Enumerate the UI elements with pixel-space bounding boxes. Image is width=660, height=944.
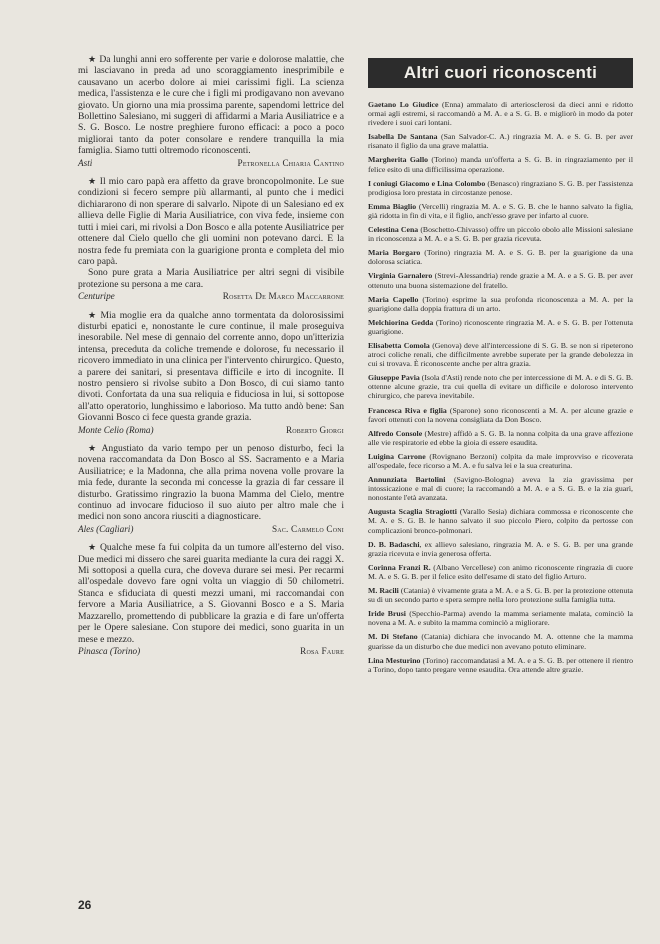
testimony-paragraph [78,176,344,267]
section-title: Altri cuori riconoscenti [403,63,598,83]
signature-name: Rosa Faure [300,645,344,656]
testimony-signature [78,524,344,535]
thanks-text: (Savigno-Bologna) aveva la zia gravissima per intossicazione e mal di cuore; la raccomandò a M. A. e a S. G. B. e la zia guarì, nonostante l'età avanzata. [368,475,633,503]
thanks-entry [368,155,633,173]
thanks-person: Maria Capello [368,294,419,304]
thanks-entry [368,475,633,502]
thanks-text: (Strevi-Alessandria) rende grazie a M. A. e a S. G. B. per aver ottenuto una buona sistemazione del fratello. [368,271,634,290]
testimony-paragraph [78,267,344,290]
thanks-list [368,100,633,674]
testimony-entry [78,443,344,535]
thanks-entry [368,132,633,150]
thanks-person: Elisabetta Comola [368,340,430,350]
signature-place: Asti [78,157,93,168]
thanks-entry [368,179,633,197]
thanks-entry [368,586,633,604]
signature-name: Roberto Giorgi [285,424,344,435]
thanks-text: (Torino) raccomandatasi a M. A. e a S. G. B. per ottenere il rientro a Torino, dopo tanto pregare venne esaudita. Ora attende altre grazie. [368,655,633,674]
testimony-text: Il mio caro papà era affetto da grave broncopolmonite. Le sue condizioni si fecero sempre più allarmanti, al punto che i medici dichiararono di non sperare di salvarlo. Nipote di un Salesiano ed ex allieva delle Figlie di Maria Ausiliatrice, con viva fede, insieme con tutti i miei cari, mi rivolsi a Don Bosco e alla potente Ausiliatrice per ottenere dal Cielo quello che gli uomini non potevano darci. E la nostra fede fu premiata con la guarigione pronta e completa del mio caro papà. [78,176,344,267]
signature-name: Sac. Carmelo Coni [272,523,344,534]
thanks-text: (San Salvador-C. A.) ringrazia M. A. e S. G. B. per aver risanato il figlio da una grave malattia. [368,132,633,151]
star-icon: ★ [88,542,97,553]
star-icon: ★ [88,54,97,64]
thanks-person: Celestina Cena [368,225,419,235]
thanks-entry [368,271,633,289]
thanks-person: M. Racili [368,586,399,596]
thanks-text: (Catania) è vivamente grata a M. A. e a S. G. B. per la protezione ottenuta su di un secondo parto e spera sempre nella loro protezione sulla famiglia tutta. [368,586,633,605]
thanks-person: Isabella De Santana [368,132,438,142]
thanks-person: Virginia Garnalero [368,271,433,281]
star-icon: ★ [88,176,97,187]
testimony-signature [78,646,344,657]
thanks-person: Maria Borgaro [368,248,421,258]
testimony-text: Da lunghi anni ero sofferente per varie e dolorose malattie, che mi lasciavano in preda ad uno scoraggiamento inesprimibile e causavano un acerbo dolore ai miei carissimi figli. La scienza medica, l'assistenza e le cure che i figli mi prodigavano non avevano giovato. Un giorno una mia prossima parente, sapendomi lettrice del Bollettino Salesiano, mi suggerì di affidarmi a Maria Ausiliatrice e a S. G. Bosco. Le nostre preghiere furono efficaci: a poco a poco migliorai tanto da poter consolare e rendere tranquilla la mia famiglia. Siamo tutti oltremodo riconoscenti. [78,54,344,157]
section-title-banner [368,58,633,88]
thanks-person: I coniugi Giacomo e Lina Colombo [368,178,486,188]
testimony-entry [78,310,344,436]
testimony-text: Sono pure grata a Maria Ausiliatrice per altri segni di visibile protezione su persona a me cara. [78,267,344,290]
signature-place: Pinasca (Torino) [78,645,141,656]
thanks-text: (Boschetto-Chivasso) offre un piccolo obolo alle Missioni salesiane in riconoscenza a M. A. e a S. G. B. per grazia ricevuta. [368,225,633,244]
thanks-entry [368,429,633,447]
thanks-person: Giuseppe Pavia [368,373,420,383]
thanks-text: (Benasco) ringraziano S. G. B. per l'assistenza prodigiosa loro prestata in circostanze penose. [368,178,633,197]
thanks-text: (Sparone) sono riconoscenti a M. A. per alcune grazie e favori ottenuti con la novena consigliata da Don Bosco. [368,405,633,424]
thanks-person: D. B. Badaschi [368,539,420,549]
thanks-text: , ex allievo salesiano, ringrazia M. A. e S. G. B. per una grande grazia ricevuta e invia generosa offerta. [368,539,633,558]
thanks-person: Annunziata Bartolini [368,475,446,485]
testimony-entry [78,542,344,657]
thanks-person: M. Di Stefano [368,632,418,642]
thanks-person: Gaetano Lo Giudice [368,100,439,109]
thanks-text: (Torino) riconoscente ringrazia M. A. e S. G. B. per l'ottenuta guarigione. [368,317,633,336]
signature-place: Centuripe [78,291,115,302]
thanks-entry [368,318,633,336]
thanks-person: Luigina Carrone [368,451,426,461]
star-icon: ★ [88,443,99,453]
testimony-entry [78,176,344,302]
testimony-paragraph [78,443,344,523]
thanks-person: Iride Brusi [368,609,406,619]
testimony-text: Mia moglie era da qualche anno tormentata da dolorosissimi disturbi epatici e, nonostante le cure continue, il male proseguiva inesorabile. Nel mese di gennaio del corrente anno, dopo un'itterizia intensa, preceduta da coliche tremende e dolorose, fu necessario il ricovero immediato in una clinica per l'intervento chirurgico. Questo, a parere dei sanitari, si presentava difficile e irto di incognite. Il nostro pensiero si rivolse subito a Don Bosco, di cui siamo tanto divoti. Confortata da una sua reliquia e fiduciosa in lui, si sottopose all'atto operatorio, lunghissimo e laborioso. Ma tutto andò bene: San Giovanni Bosco ci fece questa grande grazia. [78,309,344,424]
signature-place: Ales (Cagliari) [78,523,134,534]
thanks-entry [368,452,633,470]
thanks-entry [368,295,633,313]
thanks-text: (Mestre) affidò a S. G. B. la nonna colpita da una grave affezione alle vie respiratorie ed ebbe la gioia di essere esaudita. [368,428,633,447]
thanks-person: Melchiorina Gedda [368,317,434,327]
testimony-paragraph [78,542,344,645]
thanks-text: (Enna) ammalato di arteriosclerosi da dieci anni e ridotto ormai agli estremi, si raccomandò a M. A. e a S. G. B. e migliorò in modo da poter rivedere i suoi cari lontani. [368,100,633,128]
page-number: 26 [78,898,92,912]
testimony-paragraph [78,54,344,157]
thanks-entry [368,563,633,581]
thanks-entry [368,507,633,534]
thanks-text: (Catania) dichiara che invocando M. A. ottenne che la mamma guarisse da un disturbo che due medici non avevano potuto eliminare. [368,632,633,651]
thanks-person: Lina Mesturino [368,655,421,665]
testimony-text: Qualche mese fa fui colpita da un tumore all'esterno del viso. Due medici mi dissero che sarei guarita mediante la cura dei raggi X. Mi sottoposi a quella cura, che doveva durare sei mesi. Per recarmi all'ospedale dovevo fare ogni volta un viaggio di 50 chilometri. Stanca e sfiduciata di questi mezzi umani, mi raccomandai con fervore a Maria Ausiliatrice, a S. Giovanni Bosco e a S. Maria Mazzarello, promettendo di pubblicare la grazia e di fare un'offerta per le Opere salesiane. Con stupore dei medici, sono guarita in un mese e mezzo. [78,542,344,645]
thanks-entry [368,341,633,368]
thanks-entry [368,100,633,127]
thanks-entry [368,202,633,220]
thanks-text: (Rovignano Berzoni) colpita da male improvviso e ricoverata all'ospedale, fece ricorso a M. A. e fu salva lei e la sua creaturina. [368,451,633,470]
star-icon: ★ [88,309,98,320]
thanks-text: (Torino) ringrazia M. A. e S. G. B. per la guarigione da una dolorosa sciatica. [368,248,633,267]
signature-name: Petronella Chiaria Cantino [237,157,344,168]
thanks-person: Margherita Gallo [368,155,429,165]
thanks-entry [368,609,633,627]
thanks-person: Alfredo Console [368,428,423,438]
thanks-person: Francesca Riva e figlia [368,405,447,415]
thanks-text: (Isola d'Asti) rende noto che per intercessione di M. A. e di S. G. B. ottenne alcune grazie, tra cui quella di evitare un difficile e doloroso intervento chirurgico, che pareva inevitabile. [368,373,633,401]
thanks-person: Emma Biaglio [368,201,417,211]
thanks-entry [368,540,633,558]
thanks-entry [368,656,633,674]
testimony-paragraph [78,310,344,424]
thanks-text: (Varallo Sesia) dichiara commossa e riconoscente che M. A. e S. G. B. le hanno salvato il suo piccolo Piero, colpito da pertosse con complicazioni bronco-polmonari. [368,507,633,535]
thanks-person: Augusta Scaglia Stragiotti [368,507,457,517]
right-column [368,58,633,679]
thanks-person: Corinna Franzi R. [368,562,431,572]
thanks-entry [368,373,633,400]
thanks-entry [368,225,633,243]
thanks-text: (Torino) esprime la sua profonda riconoscenza a M. A. per la guarigione dalla doppia frattura di un arto. [368,294,633,313]
left-column [78,54,344,664]
signature-name: Rosetta De Marco Maccarrone [222,291,344,302]
thanks-text: (Vercelli) ringrazia M. A. e S. G. B. che le hanno salvato la figlia, già ridotta in fin di vita, e il figlio, anch'esso grave per infarto al cuore. [368,201,633,220]
testimony-signature [78,158,344,169]
thanks-text: (Genova) deve all'intercessione di S. G. B. se non si ripeterono atroci coliche renali, che difficilmente avrebbe superate per la grande debolezza in cui si trovava. È riconoscente anche per altra grazia. [368,340,633,369]
testimony-text: Angustiato da vario tempo per un penoso disturbo, feci la novena raccomandata da Don Bosco al SS. Sacramento e a Maria Ausiliatrice; e la Madonna, che alla prima novena volle provare la mia fede, durante la seconda mi concesse la grazia di far cessare il disturbo. Gratissimo ringrazio la buona Mamma del Cielo, mentre continuo ad invocare fiducioso il suo aiuto per altro male che i medici non sono ancora riusciti a diagnosticare. [78,443,344,523]
thanks-text: (Albano Vercellese) con animo riconoscente ringrazia di cuore M. A. e S. G. B. per il felice esito dell'esame di stato del figlio Arturo. [368,562,633,581]
thanks-entry [368,632,633,650]
testimony-signature [78,425,344,436]
thanks-entry [368,406,633,424]
testimony-entry [78,54,344,169]
thanks-text: (Specchio-Parma) avendo la mamma seriamente malata, cominciò la novena a M. A. e subito la mamma cominciò a migliorare. [368,609,633,628]
signature-place: Monte Celio (Roma) [78,424,154,435]
thanks-entry [368,248,633,266]
thanks-text: (Torino) manda un'offerta a S. G. B. in ringraziamento per il felice esito di una difficilissima operazione. [368,155,633,174]
testimony-signature [78,291,344,302]
